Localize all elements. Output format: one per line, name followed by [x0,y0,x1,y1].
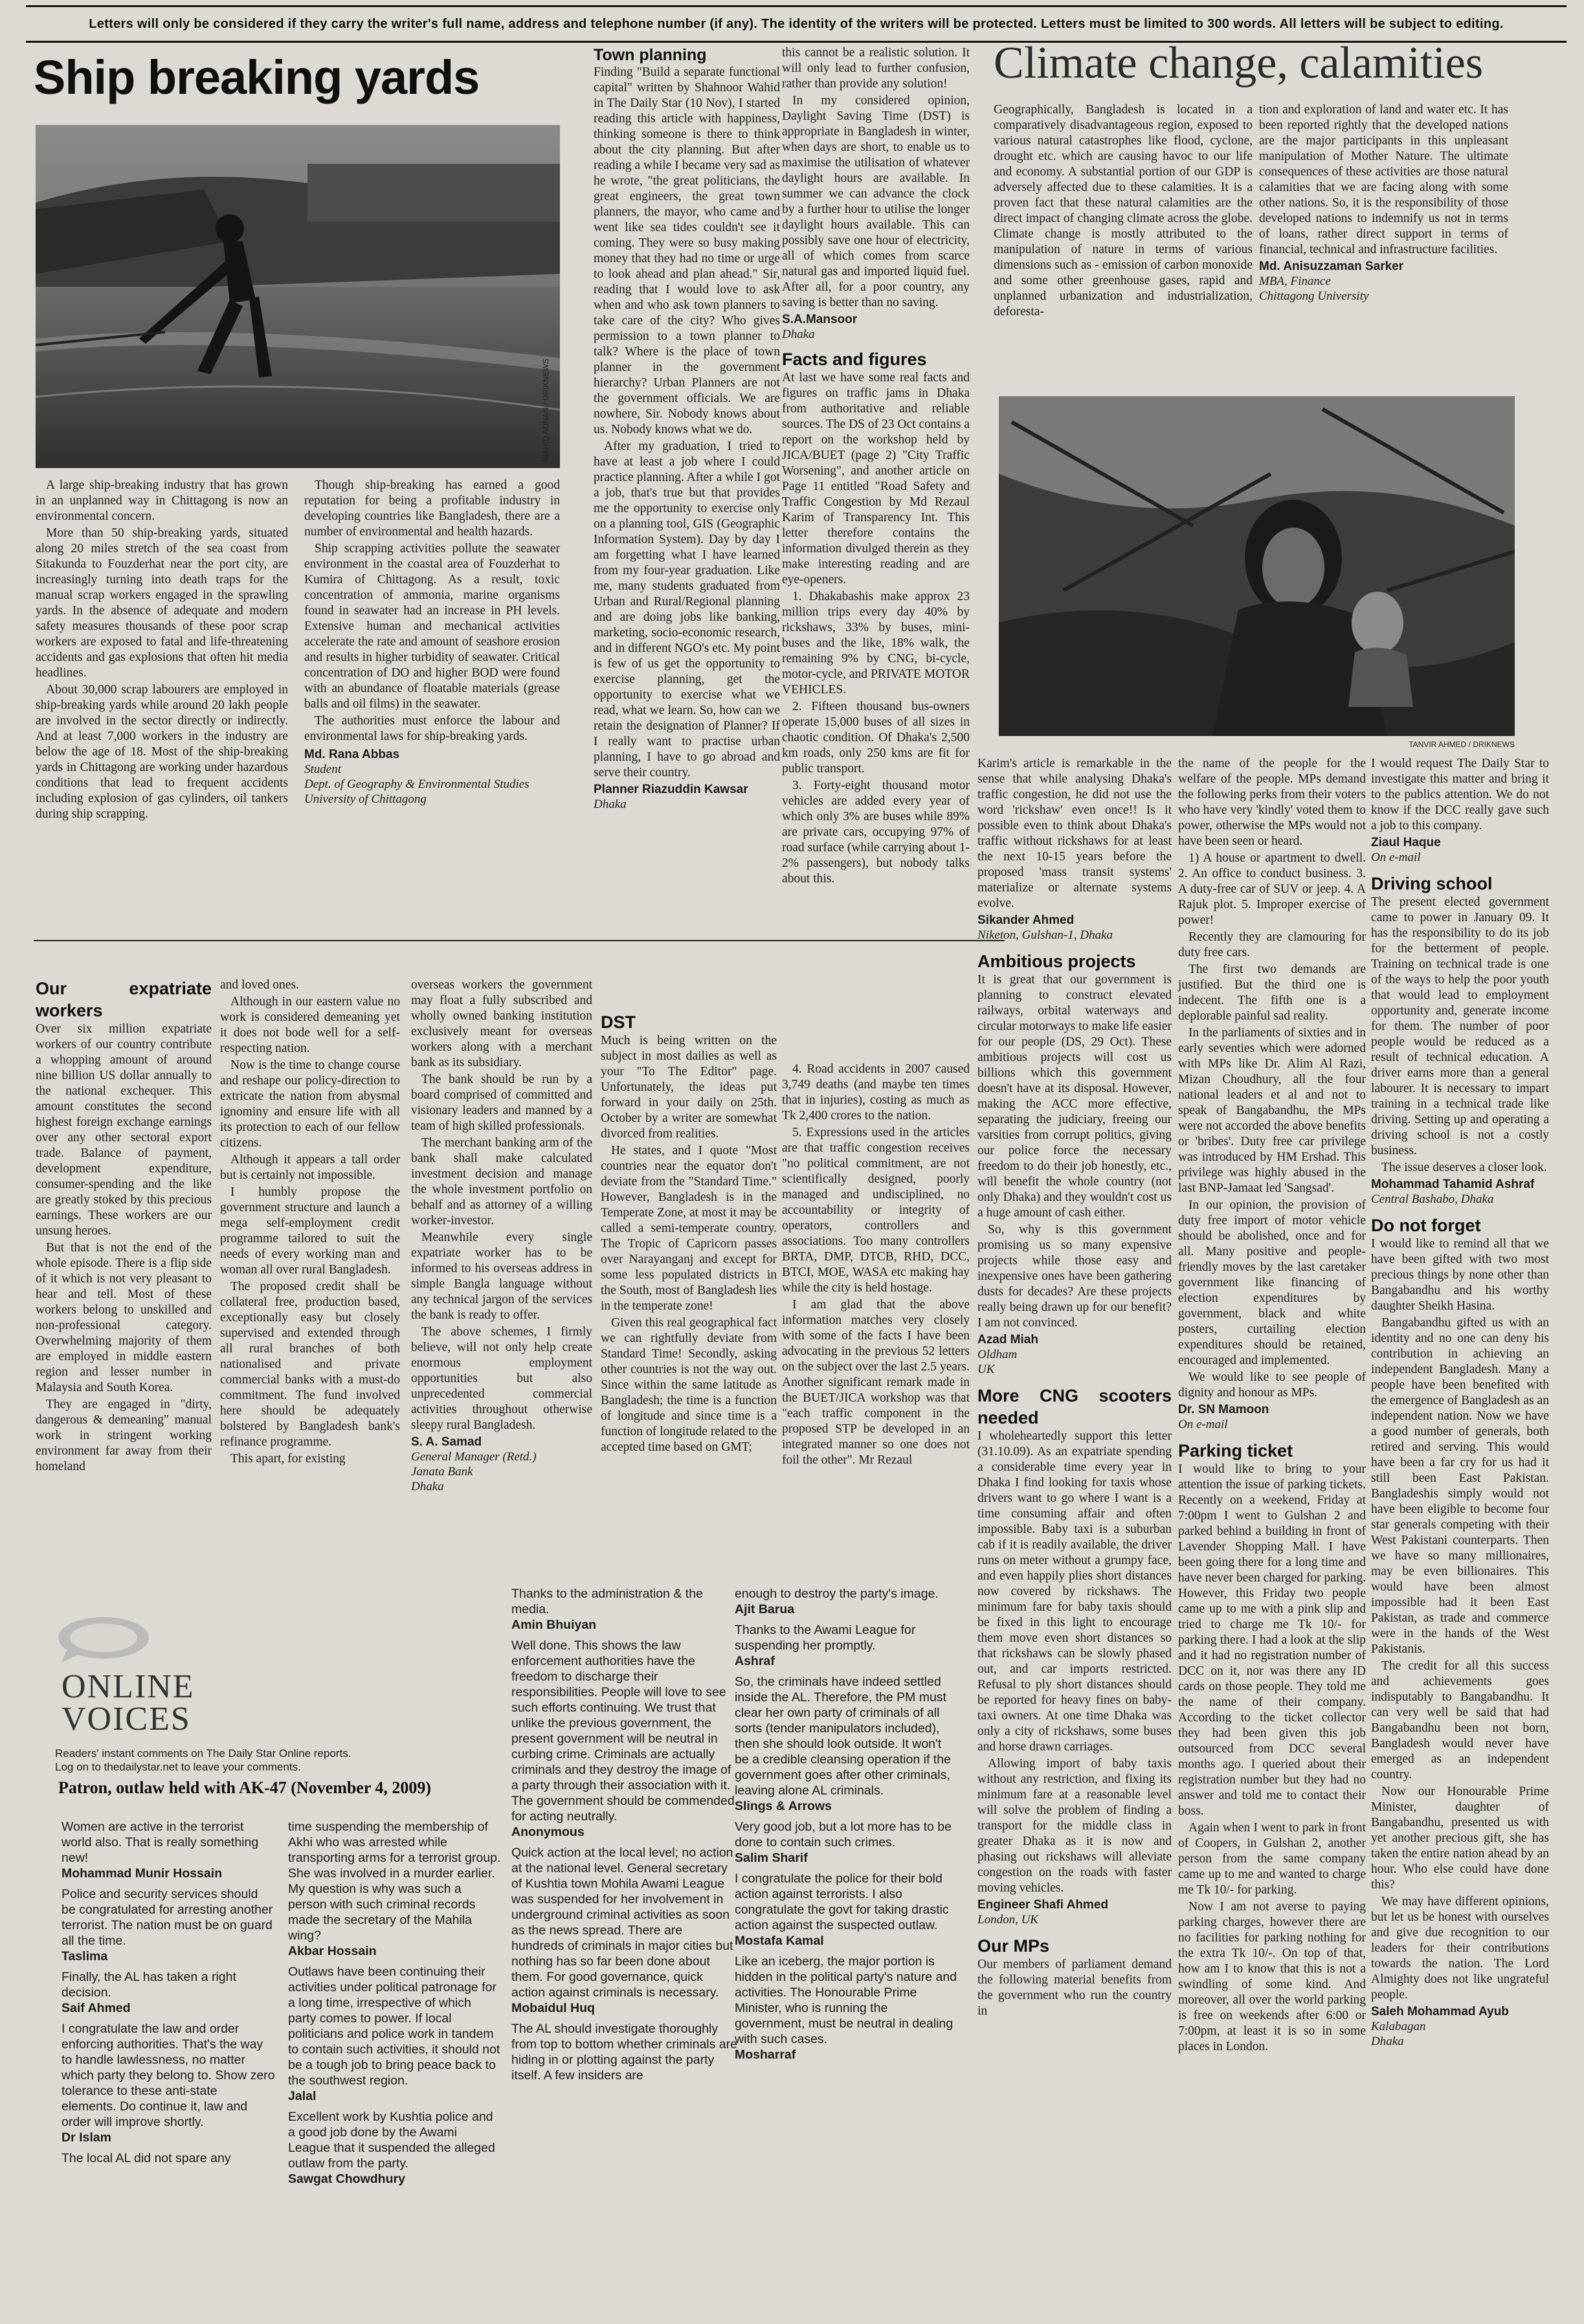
mps-point-1: 1) A house or apartment to dwell. 2. An office to conduct business. 3. A duty-free car of SUV or jeep. 4. A Rajuk plot. 5. Improper exercise of power! [1178,851,1366,927]
ship-photo [36,125,560,468]
mps-text-5: In the parliaments of sixties and in early seventies which were adorned with MPs like Dr. Alim Al Razi, Mizan Choudhury, all the four national leaders et al and not to speak of Bangabandhu, the MPs were not accorded the above benefits or 'bribes'. Duty free car privilege was introduced by HM Ershad. This privilege was highly abused in the last BNP-Jamaat led 'Sangsad'. [1178,1026,1366,1195]
online-comment [288,1819,502,1959]
online-comment [61,1819,275,1881]
online-column-4 [735,1586,958,2068]
online-column-1 [61,1819,275,2171]
facts-point-2: 2. Fifteen thousand bus-owners operate 15,000 buses of all sizes in chaotic condition. Of Dhaka's 2,500 km roads, only 250 kms are fit for public transport. [782,700,970,776]
online-comment [61,1969,275,2016]
dst-cont-sig-place: Dhaka [782,328,815,341]
ship-sig-name: Md. Rana Abbas [304,748,400,761]
town-planning-letter [594,45,780,812]
online-comment-author: Taslima [61,1949,108,1963]
driving-text-2: The issue deserves a closer look. [1381,1161,1547,1174]
cng-text-1: I wholeheartedly support this letter (31.10.09). As an expatriate spending a considerable time every year in Dhaka I find looking for taxis whose drivers want to go where I want is a time consuming affair and often impossible. Baby taxi is a suburban cab if it is readily available, the driver runs on meter without a grumpy face, and even happily plies short distances now covered by rickshaws. The minimum fare for baby taxis should be fixed in this light to encourage them move even short distances so that rickshaws can be slowly phased out, and car imports restricted. Refusal to ply short distances should be reported for heavy fines on baby-taxi owners. At one time Dhaka was only a city of rickshaws, some buses and horse drawn carriages. [977,1429,1172,1754]
driving-text-1: The present elected government came to power in January 09. It has the responsibility to do its job for the betterment of people. Training on technical trade is one of the ways to help the poor youth that would lead to employment opportunity and, generate income for them. The number of poor people would be reduced as a result of technical education. A driver earns more than a general labourer. It is necessary to impart training in a technical trade like driving. Setting up and operating a driving school is not a costly business. [1371,895,1549,1157]
expat-sig-line-1: General Manager (Retd.) [411,1450,537,1464]
driving-sig-name: Mohammad Tahamid Ashraf [1371,1178,1535,1191]
mps-sig-name: Dr. SN Mamoon [1178,1403,1269,1416]
climate-photo [999,396,1515,736]
online-topic: Patron, outlaw held with AK-47 (November 4, 2009) [58,1778,432,1797]
expat-column-2 [220,978,400,1468]
ship-para-6: The authorities must enforce the labour and environmental laws for ship-breaking yards. [304,714,560,743]
online-comment [735,1622,958,1669]
ship-photo-credit: WAHID ADNAN / DRIKNEWS [541,359,550,462]
online-column-3 [511,1586,738,2088]
climate-column-1 [994,102,1253,321]
expat-text-12: The bank should be run by a board comprised of committed and visionary leaders and manned by a team of high skilled professionals. [411,1073,592,1133]
online-comment-author: Akbar Hossain [288,1944,377,1958]
online-comment [735,1674,958,1814]
online-comment-text: The AL should investigate thoroughly from top to bottom whether criminals are hiding in or plotting against the party itself. A few insiders are [511,2022,737,2083]
karim-sig-place: Niketon, Gulshan-1, Dhaka [977,928,1113,942]
climate-text-2: tion and exploration of land and water etc. It has been reported rightly that the developed nations are the major participants in this unpleasant manipulation of Mother Nature. The ultimate consequences of these activities are those natural calamities that we are facing along with some other nations. So, it is the responsibility of those developed nations to indemnify us not in terms of loans, rather direct support in terms of financial, technical and infrastructure facilities. [1259,103,1508,256]
mps-text-4: The first two demands are justified. But the third one is indecent. The fifth one is a deplorable painful sad reality. [1178,963,1366,1023]
section-divider [34,940,1005,941]
climate-sig-line-1: MBA, Finance [1259,274,1331,288]
ship-column-2 [304,478,560,807]
ship-para-4: Though ship-breaking has earned a good reputation for being a profitable industry in developing countries like Bangladesh, there are a number of environmental and health hazards. [304,478,560,539]
ambitious-sig-line-2: UK [977,1363,995,1376]
climate-sig-name: Md. Anisuzzaman Sarker [1259,260,1404,273]
ambitious-text-2: So, why is this government promising us so many expensive projects while those easy and inexpensive ones have been gathering dusts for decades? Are these projects really being drawn up for our benefit? I am not convinced. [977,1223,1172,1330]
online-voices-section [36,1586,968,2318]
karim-sig-name: Sikander Ahmed [977,913,1075,927]
town-sig-name: Planner Riazuddin Kawsar [594,783,748,796]
expat-text-11: overseas workers the government may float a fully subscribed and wholly owned banking institution exclusively meant for overseas workers along with a merchant bank as its subsidiary. [411,978,592,1069]
facts-continued [782,1062,970,1469]
ship-sig-line-2: Dept. of Geography & Environmental Studies [304,777,530,791]
expat-text-5: Although in our eastern value no work is considered demeaning yet it does not bode well for a self-respecting nation. [220,995,400,1055]
expat-text-10: This apart, for existing [230,1452,346,1466]
online-intro-1: Readers' instant comments on The Daily Star Online reports. [55,1747,351,1760]
online-intro [55,1747,351,1774]
facts-point-3: 3. Forty-eight thousand motor vehicles are added every year of which only 3% are buses while 89% are private cars, occupying 97% of road surface (while carrying about 1-2% passengers), but nobody talks about this. [782,779,970,886]
ambitious-title: Ambitious projects [977,952,1136,971]
expat-sig-line-3: Dhaka [411,1480,444,1493]
online-comment [511,1638,738,1840]
dst-title: DST [601,1012,636,1032]
ship-sig-line-1: Student [304,763,341,776]
expat-text-8: I humbly propose the government structure and launch a mega self-employment credit programme tailored to suit the needs of every working man and woman all over rural Bangladesh. [220,1185,400,1277]
facts-title: Facts and figures [782,350,927,369]
expat-title: Our expatriate workers [36,979,212,1020]
online-column-2 [288,1819,502,2192]
facts-point-1: 1. Dhakabashis make approx 23 million trips every day 40% by rickshaws, 33% by buses, mini-buses and the like, 18% walk, the remaining 9% by CNG, bi-cycle, motor-cycle, and PRIVATE MOTOR VEHICLES. [782,590,970,697]
online-comment [61,2021,275,2145]
mps-sig-place: On e-mail [1178,1418,1228,1431]
ship-para-1: A large ship-breaking industry that has grown in an unplanned way in Chittagong is now an environmental concern. [36,478,288,523]
mps-text-6: In our opinion, the provision of duty free import of motor vehicle should be abolished, once and for all. Many positive and people-friendly moves by the last caretaker government like financing of election expenditures by government, black and white posters, curtailing election expenditures should be retained, encouraged and implemented. [1178,1198,1366,1367]
online-comment-author: Mobaidul Huq [511,2001,595,2015]
online-comment-text: So, the criminals have indeed settled inside the AL. Therefore, the PM must clear her own party of criminals of all sorts (tender manipulators included), then she should look outside. It won't be a credible cleansing operation if the government goes after other criminals, leaving alone AL criminals. [735,1675,951,1798]
expat-text-2: But that is not the end of the whole episode. There is a flip side of it which is not very pleasant to hear and tell. Most of these workers belong to unskilled and non-professional category. Overwhelming majority of them are employed in middle eastern region and lesser number in Malaysia and South Korea. [36,1241,212,1394]
parking-title: Parking ticket [1178,1441,1293,1460]
town-sig-place: Dhaka [594,798,627,811]
ship-photo-image [36,125,560,468]
online-comment-text: Thanks to the Awami League for suspending her promptly. [735,1623,916,1653]
forget-title: Do not forget [1371,1216,1481,1235]
expat-text-9: The proposed credit shall be collateral free, production based, exceptionally easy but closely supervised and extended through all rural branches of both nationalised and private commercial banks with a must-do commitment. The fund involved here should be adequately bolstered by Bangladesh bank's refinance programme. [220,1280,400,1449]
mps-letter [1178,756,1366,2056]
cng-sig-place: London, UK [977,1913,1038,1927]
online-comment [288,2109,502,2187]
ship-para-5: Ship scrapping activities pollute the seawater environment in the coastal area of Fouzderhat to Kumira of Chittagong. As a result, toxic concentration of ammonia, marine organisms found in seawater had an increase in PH levels. Extensive human and mechanical activities accelerate the rate and amount of seashore erosion and results in higher turbidity of seawater. Critical concentration of DO and higher BOD were found with an abundance of floatable materials (grease balls and oil films) in the seawater. [304,542,560,711]
forget-text-2: Bangabandhu gifted us with an identity and no one can deny his contribution in achieving an independent Bangladesh. Many a people have been benefited with the emergence of Bangladesh as an independent nation. Now we have a good number of generals, both retired and serving. This would have been a far cry for us had it still been East Pakistan. Bangladeshis simply would not have been eligible to become four star generals competing with their West Pakistani counterparts. Then we have so many millionaires, may be even billionaires. This would have been almost impossible had it been East Pakistan, as trade and commerce were in the hands of the West Pakistanis. [1371,1316,1549,1656]
ambitious-text-1: It is great that our government is planning to construct elevated railways, orbital waterways and circular motorways to make life easier for our people (DS, 29 Oct). These ambitious projects will cost us billions which this government doesn't have at its disposal. However, making the ACC more effective, separating the judiciary, freeing our varsities from corrupt politics, giving our police force the necessary freedom to do their job honestly, etc., will benefit the whole country (not only Dhaka) and they wouldn't cost us a huge amount of cash either. [977,973,1172,1220]
right-column [1371,756,1549,2049]
expat-text-7: Although it appears a tall order but is certainly not impossible. [220,1153,400,1182]
climate-photo-image [999,396,1515,736]
online-comment-author: Salim Sharif [735,1851,808,1865]
expat-column-1 [36,978,212,1476]
dst-letter [601,1011,777,1457]
dst-cont-sig-name: S.A.Mansoor [782,313,858,326]
online-comment-author: Mohammad Munir Hossain [61,1866,223,1881]
mps-text-1: Our members of parliament demand the following material benefits from the government who run the country in [977,1958,1172,2018]
online-logo-bottom: VOICES [61,1701,191,1737]
driving-title: Driving school [1371,874,1493,893]
online-comment-text: Thanks to the administration & the media. [511,1587,703,1616]
parking-text-1: I would like to bring to your attention the issue of parking tickets. Recently on a weekend, Friday at 7:00pm I went to Gulshan 2 and parked behind a building in front of Lavender Shopping Mall. I have been going there for a long time and have never been charged for parking. However, this Friday two people came up to me with a pink slip and tried to charge me Tk 10/- for parking there. I had a look at the slip and it had no registration number of DCC on it, nor was there any ID cards on those people. They told me the name of their company. According to the ticket collector they had been given this job outsourced from DCC several months ago. I queried about their registration number but they had no answer and told me to contact their boss. [1178,1462,1366,1818]
parking-text-2: Again when I went to park in front of Coopers, in Gulshan 2, another person from the same company came up to me and wanted to charge me Tk 10/- for parking. [1178,1821,1366,1897]
climate-column-2 [1259,102,1508,304]
request-sig-name: Ziaul Haque [1371,836,1441,849]
forget-text-3: The credit for all this success and achievements goes indisputably to Bangabandhu. It can very well be said that had Bangabandhu been not born, Bangladesh would never have emerged as an independent country. [1371,1659,1549,1782]
dst-text-3: Given this real geographical fact we can rightfully deviate from Standard Time! Secondly, asking other countries is not the way out. Since within the same latitude as Bangladesh; the time is a function of longitude and since time is a function of longitude related to the accepted time based on GMT; [601,1316,777,1454]
online-comment-author: Anonymous [511,1825,585,1839]
online-comment-text: time suspending the membership of Akhi who was arrested while transporting arms for a terrorist group. She was involved in a murder earlier. My question is why was such a person with such criminal records made the secretary of the Mahila wing? [288,1820,501,1943]
ship-headline: Ship breaking yards [34,50,480,104]
online-comment-text: Quick action at the local level; no action at the national level. General secretary of Kushtia town Mohila Awami League was suspended for her involvement in underground criminal activities as soon as the news spread. There are hundreds of criminals in major cities but nothing has so far been done about them. For good governance, quick action against criminals is necessary. [511,1846,733,2000]
online-comment-text: The local AL did not spare any [61,2151,231,2165]
facts-point-4: 4. Road accidents in 2007 caused 3,749 deaths (and maybe ten times that in injuries), costing as much as Tk 2,400 crores to the nation. [782,1062,970,1123]
online-comment [61,2151,275,2166]
ship-column-1 [36,478,288,823]
ship-sig-line-3: University of Chittagong [304,792,427,806]
online-comment-author: Slings & Arrows [735,1799,832,1813]
expat-sig-name: S. A. Samad [411,1435,482,1449]
climate-text-1: Geographically, Bangladesh is located in a comparatively disadvantageous region, exposed to various natural catastrophes like flood, cyclone, drought etc. which are causing havoc to our life and economy. A substantial portion of our GDP is adversely affected due to these calamities. It is a proven fact that these natural calamities are the direct impact of changing climate across the globe. Climate change is mostly attributed to the manipulation of nature in terms of various dimensions such as - emission of carbon monoxide and some other greenhouse gases, rapid and unplanned urbanization and industrialization, deforesta- [994,103,1253,318]
forget-sig-name: Saleh Mohammad Ayub [1371,2005,1509,2018]
cng-sig-name: Engineer Shafi Ahmed [977,1898,1108,1912]
online-comment-author: Ashraf [735,1654,775,1668]
mps-text-3: Recently they are clamouring for duty free cars. [1178,930,1366,959]
request-text: I would request The Daily Star to investigate this matter and bring it to the publics attention. We do not know if the DCC really gave such a job to this company. [1371,757,1549,832]
forget-sig-line-2: Dhaka [1371,2035,1404,2048]
online-comment [511,1845,738,2016]
online-comment-author: Saif Ahmed [61,2001,131,2015]
dst-continued [782,45,970,888]
online-comment-text: enough to destroy the party's image. [735,1587,939,1601]
online-logo-top: ONLINE [61,1668,195,1705]
ship-para-3: About 30,000 scrap labourers are employed in ship-breaking yards while around 20 lakh people are involved in the sector directly or indirectly. And at least 7,000 workers in the industry are below the age of 18. Most of the ship-breaking yards in Chittagong are working under hazardous conditions that lead to frequent accidents including explosion of gas cylinders, oil tankers during ship scrapping. [36,683,288,821]
dst-cont-text-2: In my considered opinion, Daylight Saving Time (DST) is appropriate in Bangladesh in winter, when days are short, to enable us to maximise the utilisation of whatever daylight hours are available. In summer we can advance the clock by a further hour to utilise the longer daylight hours available. This can possibly save one hour of electricity, all of which comes from scarce natural gas and imported liquid fuel. After all, for a poor country, any saving is better than no saving. [782,94,970,309]
climate-photo-credit: TANVIR AHMED / DRIKNEWS [1409,740,1515,749]
parking-text-3: Now I am not averse to paying parking charges, however there are no facilities for parking nothing for the extra Tk 10/-. On top of that, how am I to know that this is not a swindling of some kind. And moreover, all over the world parking is free on weekends after 6:00 or 7:00pm, at least it is so in some places in London. [1178,1900,1366,2053]
town-text-2: After my graduation, I tried to have at least a job where I could practice planning. After a while I got a job, that's true but that provides me the opportunity to exercise only on a planning tool, GIS (Geographic Information System). Day by day I am forgetting what I have learned from my four-year graduation. Like me, many students graduated from Urban and Rural/Regional planning and are doing jobs like banking, marketing, socio-economic research, and in different NGO's etc. My point is few of us get the opportunity to exercise planning, get the opportunity to exercise what we read, what we learn. So, how can we retain the designation of Planner? If I really want to practise urban planning, I have to go abroad and serve their country. [594,440,780,779]
expat-text-3: They are engaged in "dirty, dangerous & demeaning" manual work in stringent working environment far away from their homeland [36,1398,212,1473]
cng-text-2: Allowing import of baby taxis without any restriction, and fixing its minimum fare at a reasonable level will solve the problem of finding a transport for the middle class in greater Dhaka as it is now and phasing out rickshaws will alleviate congestion on the roads with faster moving vehicles. [977,1757,1172,1895]
speech-bubble-icon [55,1612,152,1664]
online-comment-text: Like an iceberg, the major portion is hidden in the political party's nature and activities. The Honourable Prime Minister, who is running the government, must be neutral in dealing with such cases. [735,1954,957,2046]
karim-text: Karim's article is remarkable in the sense that while analysing Dhaka's traffic congestion, he did not use the word 'rickshaw' even once!! Is it possible even to think about Dhaka's traffic without rickshaws for at least the next 10-15 years before the proposed 'mass transit systems' materialize or alternate systems evolve. [977,757,1172,910]
online-intro-2: Log on to thedailystar.net to leave your comments. [55,1761,301,1773]
online-comment-author: Amin Bhuiyan [511,1618,597,1632]
letters-notice: Letters will only be considered if they carry the writer's full name, address and telephone number (if any). The identity of the writers will be protected. Letters must be limited to 300 words. All letters will be subject to editing. [26,5,1567,43]
online-comment [735,1586,958,1617]
online-comment-text: Very good job, but a lot more has to be done to contain such crimes. [735,1820,952,1849]
online-comment [288,1964,502,2104]
climate-sig-line-2: Chittagong University [1259,289,1369,303]
karim-letter [977,756,1172,2020]
town-title: Town planning [594,46,707,64]
online-comment-text: Women are active in the terrorist world also. That is really something new! [61,1820,259,1865]
forget-text-5: We may have different opinions, but let us be honest with ourselves and give due recognition to our leaders for their contributions towards the nation. The Lord Almighty does not like ungrateful people. [1371,1895,1549,2002]
expat-text-14: Meanwhile every single expatriate worker has to be informed to his overseas address in simple Bangla language without any technical jargon of the services the bank is ready to offer. [411,1231,592,1322]
request-sig-place: On e-mail [1371,851,1421,864]
online-comment-text: Police and security services should be congratulated for arresting another terrorist. The nation must be on guard all the time. [61,1887,273,1948]
forget-text-4: Now our Honourable Prime Minister, daughter of Bangabandhu, presented us with yet another precious gift, she has taken the entire nation ahead by an hour. Who else could have done this? [1371,1785,1549,1892]
online-comment [735,1954,958,2062]
online-comment [735,1819,958,1866]
online-comment [511,2021,738,2083]
mps-text-2: the name of the people for the welfare of the people. MPs demand the following perks from their voters who have very 'kindly' voted them to power, otherwise the MPs would not have been seen or heard. [1178,757,1366,848]
expat-sig-line-2: Janata Bank [411,1465,473,1479]
online-comment-author: Dr Islam [61,2130,111,2145]
online-comment-text: I congratulate the police for their bold action against terrorists. I also congratulate the govt for taking drastic action against the suspected outlaw. [735,1871,949,1932]
mps-text-7: We would like to see people of dignity and honour as MPs. [1178,1370,1366,1400]
ambitious-sig-line-1: Oldham [977,1348,1018,1361]
dst-cont-text-1: this cannot be a realistic solution. It will only lead to further confusion, rather than provide any solution! [782,46,970,91]
ambitious-sig-name: Azad Miah [977,1333,1038,1346]
dst-text-1: Much is being written on the subject in most dailies as well as your "To The Editor" page. Unfortunately, the ideas put forward in your daily on 25th. October by a writer are somewhat divorced from realities. [601,1034,777,1141]
expat-text-6: Now is the time to change course and reshape our policy-direction to extricate the nation from abysmal ignominy and ensure life with all its protection to each of our fellow citizens. [220,1058,400,1150]
ship-para-2: More than 50 ship-breaking yards, situated along 20 miles stretch of the sea coast from Sitakunda to Fouzderhat near the port city, are increasingly turning into death traps for the manual scrap workers engaged in the sprawling yards. In the absence of adequate and modern safety measures thousands of these poor scrap workers are exposed to fatal and life-threatening accidents and gas explosions that often hit media headlines. [36,526,288,680]
online-comment-author: Ajit Barua [735,1602,795,1616]
online-comment-author: Mostafa Kamal [735,1934,824,1948]
town-text-1: Finding "Build a separate functional capital" written by Shahnoor Wahid in The Daily Star (10 Nov), I started reading this article with happiness, thinking someone is there to think about the city planning. But after reading a while I became very sad as he wrote, "the great politicians, the great engineers, the great town planners, the mayor, who came and went like sea tides couldn't see it coming. They were so busy making money that they had no time or urge to look ahead and plan ahead." Sir, reading that I would love to ask when and who ask town planners to take care of the city? Who gives permission to a town planner to talk? Where is the place of town planner in the government hierarchy? Urban Planners are not the government officials. We are nowhere, Sir. Nobody knows about us. Nobody knows what we do. [594,65,780,436]
facts-point-5: 5. Expressions used in the articles are that traffic congestion receives "no political commitment, are not scientifically designed, poorly managed and undisciplined, no accountability or integrity of operators, controllers and associations. Too many controllers BRTA, DMP, DTCB, RHD, DCC, BTCI, MOE, WASA etc making hay while the city is held hostage. [782,1126,970,1295]
online-comment-text: Well done. This shows the law enforcement authorities have the freedom to discharge their responsibilities. People will love to see such efforts continuing. We trust that unlike the previous government, the present government will be neutral in curbing crime. Criminals are actually criminals and they destroy the image of a party through their association with it. The government should be commended for acting neutrally. [511,1638,735,1824]
online-comment-author: Jalal [288,2089,317,2103]
climate-headline: Climate change, calamities [994,38,1484,88]
online-comment [511,1586,738,1633]
forget-sig-line-1: Kalabagan [1371,2020,1426,2033]
expat-text-1: Over six million expatriate workers of our country contribute a whopping amount of around nine billion US dollar annually to the national exchequer. This amount constitutes the second highest foreign exchange earnings over any other sectoral export trade. Balance of payment, development expenditure, consumer-spending and the like are greatly stoked by this precious earnings. These workers are our unsung heroes. [36,1022,212,1238]
online-comment-author: Mosharraf [735,2048,796,2062]
driving-sig-place: Central Bashabo, Dhaka [1371,1192,1494,1206]
online-comment [61,1886,275,1964]
online-comment-text: Outlaws have been continuing their activities under political patronage for a long time, irrespective of which party comes to power. If local politicians and police work in tandem to contain such activities, it should not be a tough job to bring peace back to the southwest region. [288,1965,500,2088]
expat-text-15: The above schemes, I firmly believe, will not only help create enormous employment opportunities but also unprecedented commercial activities throughout otherwise sleepy rural Bangladesh. [411,1325,592,1432]
dst-text-2: He states, and I quote "Most countries near the equator don't deviate from the "Standard Time." However, Bangladesh is in the Temperate Zone, at most it may be called a semi-temperate country. The Tropic of Capricorn passes over Narayanganj and except for some less populated districts in the South, most of Bangladesh lies in the temperate zone! [601,1144,777,1313]
facts-text-1: At last we have some real facts and figures on traffic jams in Dhaka from authoritative and reliable sources. The DS of 23 Oct contains a report on the workshop held by JICA/BUET (page 2) "City Traffic Worsening", and another article on Page 11 entitled "Road Safety and Traffic Congestion by Md Rezaul Karim of Transparency Int. This letter therefore contains the information divulged therein as they make interesting reading and are eye-openers. [782,371,970,587]
expat-column-3 [411,978,592,1494]
forget-text-1: I would like to remind all that we have been gifted with two most precious things by none other than Bangabandhu and his worthy daughter Sheikh Hasina. [1371,1237,1549,1313]
cng-title: More CNG scooters needed [977,1386,1172,1427]
online-comment-text: Excellent work by Kushtia police and a good job done by the Awami League that it suspended the alleged outlaw from the party. [288,2110,495,2171]
online-comment [735,1871,958,1949]
expat-text-13: The merchant banking arm of the bank shall make calculated investment decision and manage the whole investment portfolio on behalf and as attorney of a willing worker-investor. [411,1136,592,1227]
facts-text-2: I am glad that the above information matches very closely with some of the facts I have been advocating in the previous 52 letters on the subject over the last 2.5 years. Another significant remark made in the BUET/JICA workshop was that "each traffic component in the proposed STP be developed in an integrated manner so one does not foil the other". Mr Rezaul [782,1298,970,1467]
online-comment-text: Finally, the AL has taken a right decision. [61,1970,236,2000]
online-comment-author: Sawgat Chowdhury [288,2172,405,2186]
mps-title: Our MPs [977,1936,1050,1956]
expat-text-4: and loved ones. [220,978,299,992]
online-comment-text: I congratulate the law and order enforcing authorities. That's the way to handle lawlessness, no matter which party they belong to. Show zero tolerance to these anti-state elements. Do continue it, law and order will improve shortly. [61,2022,275,2129]
